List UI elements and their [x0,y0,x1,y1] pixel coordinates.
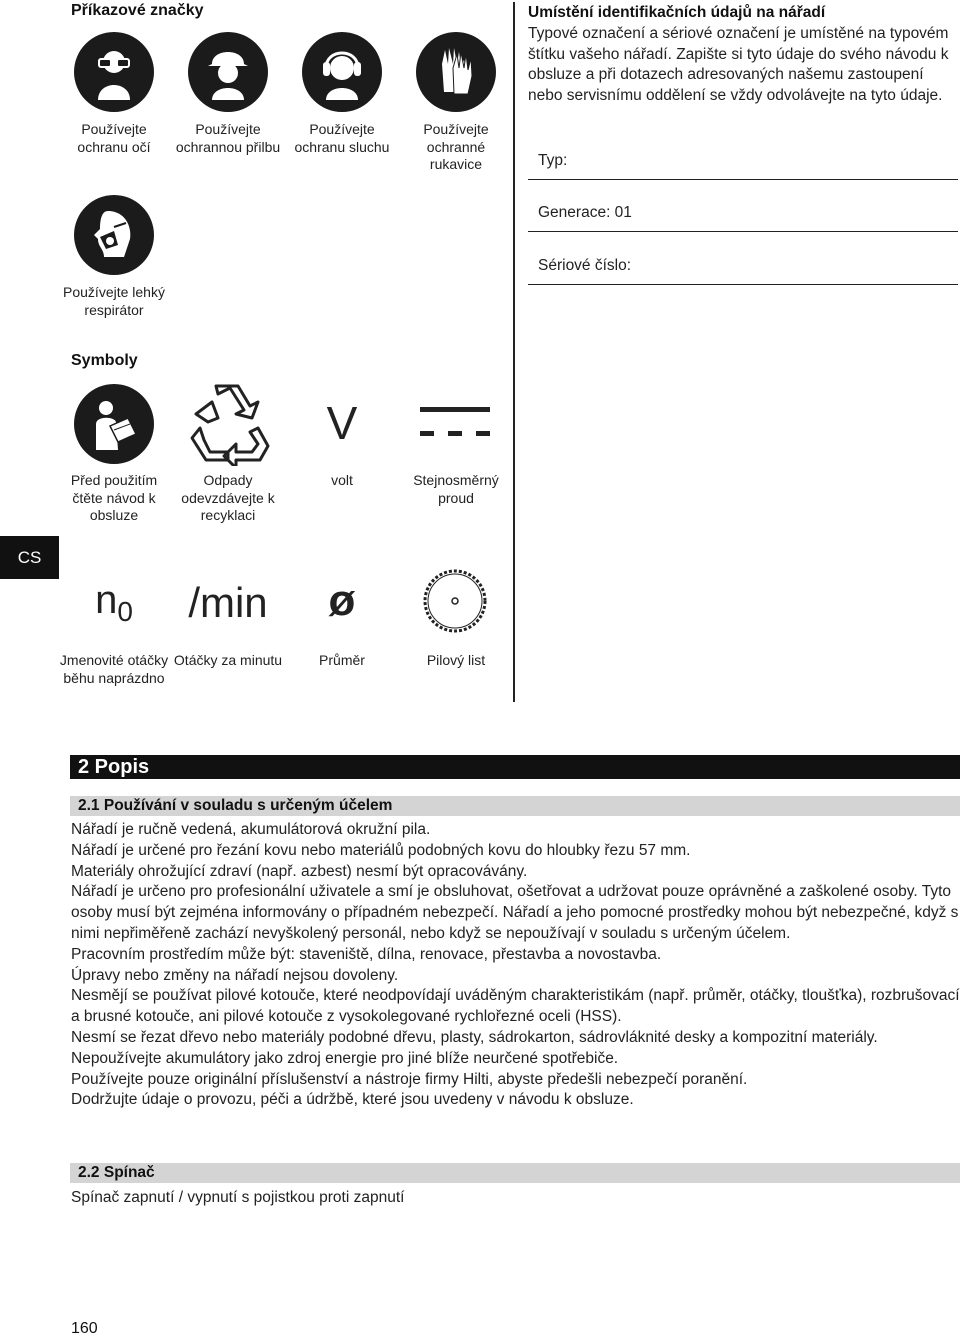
ear-protection-icon [302,32,382,112]
paragraph: Nářadí je určeno pro profesionální uživatele a smí je obsluhovat, ošetřovat a udržovat pouze oprávněné a zaškolené osoby. Tyto osoby musí být zejména informovány o případném nebezpečí. Nářadí a jeho pomocné prostředky mohou být nebezpečné, když s nimi nepřiměřeně zachází nevyškolený personál, nebo když se nepoužívají v souladu s určeným účelem. [71,883,959,942]
symbol-label-speed: Jmenovité otáčky běhu naprázdno [59,652,169,686]
language-tab: CS [0,536,59,579]
volt-symbol: V [326,397,358,449]
helmet-icon [188,32,268,112]
sign-label-helmet: Používejte ochrannou přilbu [175,121,281,155]
no-load-speed-symbol [59,575,169,637]
serial-number-field: Sériové číslo: [528,257,958,285]
paragraph: Materiály ohrožující zdraví (např. azbest) nesmí být opracovávány. [71,862,528,880]
generation-field: Generace: 01 [528,204,958,232]
page-number: 160 [71,1320,98,1337]
saw-blade-icon [422,568,488,634]
paragraph: Nesmí se řezat dřevo nebo materiály podobné dřevu, plasty, sádrokarton, sádrovláknité desky a kompozitní materiály. [71,1028,878,1046]
mandatory-signs-heading: Příkazové značky [71,2,204,19]
type-field: Typ: [528,152,958,180]
column-divider [513,2,515,702]
subsection-title-switch: 2.2 Spínač [70,1163,960,1183]
recycle-icon [188,382,272,466]
sign-label-gloves: Používejte ochranné rukavice [423,121,489,172]
paragraph: Nářadí je určené pro řezání kovu nebo materiálů podobných kovu do hloubky řezu 57 mm. [71,841,691,859]
symbol-label-volt: volt [331,472,353,488]
paragraph: Používejte pouze originální příslušenství a nástroje firmy Hilti, abyste předešli nebezpečí poranění. [71,1070,748,1088]
paragraph: Nářadí je ručně vedená, akumulátorová okružní pila. [71,821,431,838]
symbols-heading: Symboly [71,352,138,369]
symbol-n-subscript: 0 [117,596,133,627]
per-minute-symbol: /min [188,579,268,626]
symbol-label-dc: Stejnosměrný proud [413,472,499,506]
symbol-label-recycle: Odpady odevzdávejte k recyklaci [181,472,275,523]
sign-label-respirator: Používejte lehký respirátor [63,284,165,318]
sign-label-hearing: Používejte ochranu sluchu [294,121,390,155]
symbol-label-manual: Před použitím čtěte návod k obsluze [70,472,158,523]
symbol-label-saw-blade: Pilový list [426,652,486,668]
symbol-label-rpm: Otáčky za minutu [173,652,283,668]
paragraph: Nesmějí se používat pilové kotouče, které neodpovídají uváděným charakteristikám (např. průměr, otáčky, tloušťka), rozbrušovací a brusné kotouče, ani pilové kotouče z vysokolegované rychlořezné oceli (HSS). [71,987,960,1026]
read-manual-icon [74,384,154,464]
symbol-n: n [95,578,118,622]
gloves-icon [416,32,496,112]
symbol-label-diameter: Průměr [319,652,365,668]
section-title: 2 Popis [70,755,960,779]
safety-glasses-icon [74,32,154,112]
paragraph: Pracovním prostředím může být: staveniště, dílna, renovace, přestavba a novostavba. [71,945,662,963]
identification-text: Typové označení a sériové označení je umístěné na typovém štítku vašeho nářadí. Zapište si tyto údaje do svého návodu k obsluze a při dotazech adresovaných našemu zastoupení nebo servisnímu oddělení se vždy odvolávejte na tyto údaje. [528,25,949,104]
diameter-symbol: ø [328,576,356,625]
subsection-title-intended-use: 2.1 Používání v souladu s určeným účelem [70,796,960,816]
paragraph: Nepoužívejte akumulátory jako zdroj energie pro jiné blíže neurčené spotřebiče. [71,1049,619,1067]
respirator-icon [74,195,154,275]
sign-label-eye: Používejte ochranu očí [77,121,151,155]
direct-current-icon [418,405,492,439]
paragraph: Úpravy nebo změny na nářadí nejsou dovoleny. [71,966,399,984]
intended-use-text [71,820,960,1111]
paragraph: Dodržujte údaje o provozu, péči a údržbě, které jsou uvedeny v návodu k obsluze. [71,1091,634,1109]
switch-text: Spínač zapnutí / vypnutí s pojistkou proti zapnutí [71,1189,405,1206]
identification-heading: Umístění identifikačních údajů na nářadí [528,4,826,21]
